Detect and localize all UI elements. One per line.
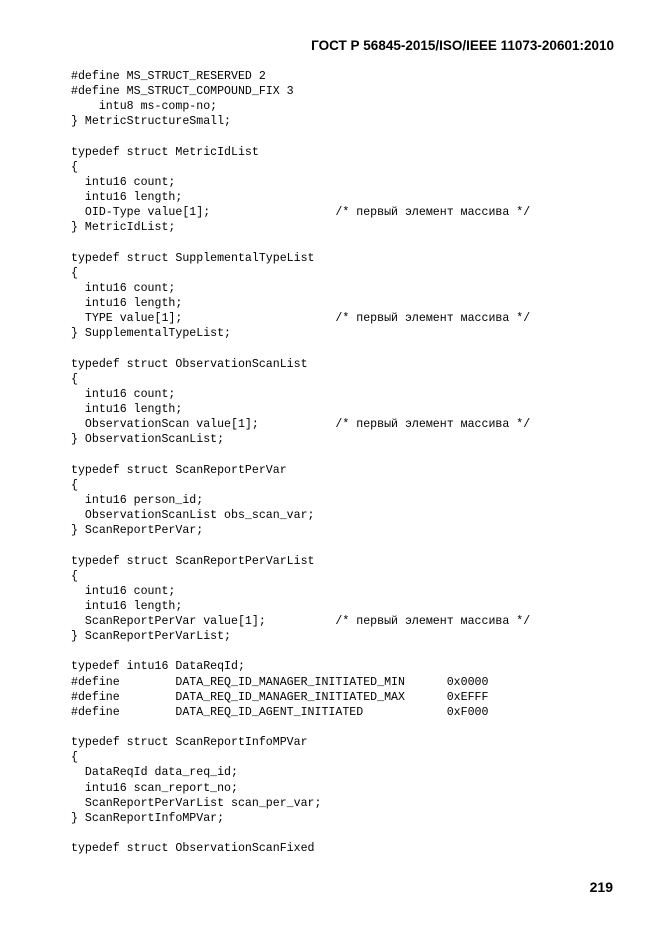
code-line: OID-Type value[1]; /* первый элемент массива */: [71, 206, 531, 220]
code-line: [71, 236, 530, 251]
code-line: #define DATA_REQ_ID_MANAGER_INITIATED_MIN 0x0000: [71, 675, 489, 689]
code-line: ScanReportPerVar value[1]; /* первый элемент массива */: [71, 615, 531, 629]
code-line: #define MS_STRUCT_RESERVED 2: [71, 70, 266, 83]
code-line: [71, 720, 530, 735]
code-line: intu16 length;: [71, 191, 183, 205]
code-line: {: [71, 751, 78, 765]
code-line: typedef intu16 DataReqId;: [71, 660, 245, 674]
code-line: } MetricStructureSmall;: [71, 115, 232, 129]
code-line: typedef struct MetricIdList: [71, 145, 259, 159]
code-line: typedef struct ScanReportInfoMPVar: [71, 736, 308, 750]
code-line: intu16 person_id;: [71, 493, 204, 507]
code-line: intu16 length;: [71, 297, 183, 311]
code-line: } ScanReportPerVar;: [71, 524, 204, 538]
code-line: #define DATA_REQ_ID_AGENT_INITIATED 0xF000: [71, 705, 489, 719]
code-line: {: [71, 478, 78, 492]
code-line: [71, 826, 530, 841]
code-line: intu16 count;: [71, 387, 176, 401]
code-line: intu16 count;: [71, 281, 176, 295]
page-number: 219: [589, 879, 613, 895]
code-line: } MetricIdList;: [71, 221, 176, 235]
code-line: ObservationScanList obs_scan_var;: [71, 509, 315, 523]
code-line: } SupplementalTypeList;: [71, 327, 232, 341]
code-line: TYPE value[1]; /* первый элемент массива */: [71, 312, 531, 326]
code-line: typedef struct SupplementalTypeList: [71, 251, 315, 265]
code-line: [71, 538, 530, 553]
code-listing: [71, 69, 530, 856]
code-line: {: [71, 569, 78, 583]
code-line: } ScanReportInfoMPVar;: [71, 811, 225, 825]
code-line: #define MS_STRUCT_COMPOUND_FIX 3: [71, 85, 294, 99]
code-line: } ScanReportPerVarList;: [71, 630, 232, 644]
code-line: DataReqId data_req_id;: [71, 766, 238, 780]
code-line: intu16 length;: [71, 599, 183, 613]
document-header: ГОСТ Р 56845-2015/ISO/IEEE 11073-20601:2010: [311, 38, 614, 53]
code-line: {: [71, 160, 78, 174]
code-line: typedef struct ScanReportPerVar: [71, 463, 287, 477]
code-line: typedef struct ScanReportPerVarList: [71, 554, 315, 568]
code-line: [71, 448, 530, 463]
code-line: intu16 count;: [71, 175, 176, 189]
code-line: } ObservationScanList;: [71, 433, 225, 447]
code-line: {: [71, 266, 78, 280]
code-line: ObservationScan value[1]; /* первый элемент массива */: [71, 418, 531, 432]
code-line: intu16 scan_report_no;: [71, 781, 238, 795]
code-line: ScanReportPerVarList scan_per_var;: [71, 796, 322, 810]
code-line: {: [71, 372, 78, 386]
code-line: #define DATA_REQ_ID_MANAGER_INITIATED_MAX 0xEFFF: [71, 690, 489, 704]
code-line: typedef struct ObservationScanList: [71, 357, 308, 371]
code-line: [71, 342, 530, 357]
code-line: intu16 length;: [71, 403, 183, 417]
code-line: intu16 count;: [71, 584, 176, 598]
code-line: typedef struct ObservationScanFixed: [71, 842, 315, 856]
code-line: [71, 130, 530, 145]
code-line: [71, 644, 530, 659]
code-line: intu8 ms-comp-no;: [71, 100, 218, 114]
